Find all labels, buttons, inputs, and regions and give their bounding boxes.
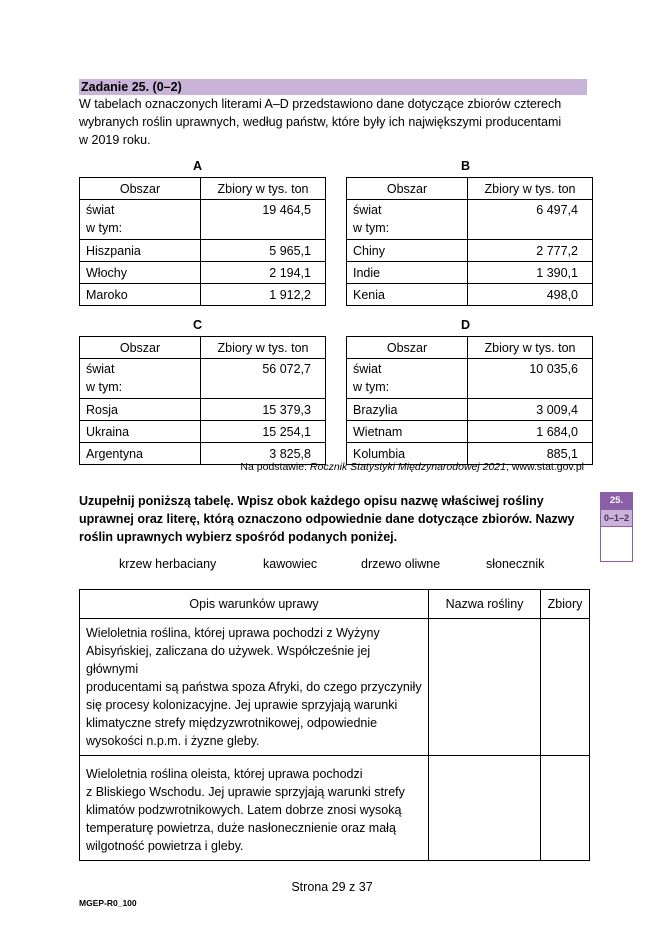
header-area: Obszar	[347, 178, 468, 200]
description-cell	[80, 619, 429, 756]
exam-code: MGEP-R0_100	[79, 898, 137, 908]
country-cell: Chiny	[347, 240, 468, 262]
of-which-label: w tym:	[86, 380, 123, 394]
table-b-label: B	[461, 159, 471, 173]
description-line: producentami są państwa spoza Afryki, do czego przyczyniły	[86, 680, 422, 694]
plant-name-answer[interactable]	[429, 619, 541, 756]
plant-option: słonecznik	[486, 557, 545, 571]
instruction-line: uprawnej oraz literę, którą oznaczono odpowiednie dane dotyczące zbiorów. Nazwy	[79, 512, 575, 526]
intro-line: wybranych roślin uprawnych, według państw, które były ich największymi producentami	[79, 115, 562, 129]
description-line: Abisyńskiej, zaliczana do używek. Współcześnie jej głównymi	[86, 644, 371, 676]
world-label: świat	[86, 362, 115, 376]
table-a	[79, 177, 326, 306]
instruction-line: roślin uprawnych wybierz spośród podanych poniżej.	[79, 530, 398, 544]
value-cell: 1 390,1	[468, 262, 593, 284]
value-cell: 1 912,2	[201, 284, 326, 306]
country-cell: Kolumbia	[347, 443, 468, 465]
country-cell: Maroko	[80, 284, 201, 306]
page-number: Strona 29 z 37	[291, 880, 373, 894]
country-cell: Włochy	[80, 262, 201, 284]
header-value: Zbiory w tys. ton	[201, 337, 326, 359]
source-note	[240, 461, 584, 473]
score-field[interactable]	[601, 526, 632, 561]
intro-line: w 2019 roku.	[79, 133, 151, 147]
description-line: z Bliskiego Wschodu. Jej uprawie sprzyjają warunki strefy	[86, 785, 405, 799]
value-cell: 2 777,2	[468, 240, 593, 262]
value-cell: 15 254,1	[201, 421, 326, 443]
header-area: Obszar	[80, 337, 201, 359]
source-prefix: Na podstawie:	[240, 461, 310, 473]
of-which-label: w tym:	[86, 221, 123, 235]
description-line: klimatów podzwrotnikowych. Latem dobrze znosi wysoką	[86, 803, 402, 817]
header-harvest-letter: Zbiory	[541, 590, 590, 619]
of-which-label: w tym:	[353, 221, 390, 235]
value-cell: 5 965,1	[201, 240, 326, 262]
score-box	[600, 492, 633, 562]
description-line: temperaturę powietrza, duże nasłonecznienie oraz małą	[86, 821, 396, 835]
task-intro	[79, 95, 589, 149]
header-value: Zbiory w tys. ton	[201, 178, 326, 200]
header-area: Obszar	[347, 337, 468, 359]
world-cell	[80, 359, 201, 399]
task-header	[79, 79, 587, 95]
world-label: świat	[353, 203, 382, 217]
description-line: Wieloletnia roślina oleista, której uprawa pochodzi	[86, 767, 363, 781]
country-cell: Argentyna	[80, 443, 201, 465]
world-label: świat	[353, 362, 382, 376]
description-cell	[80, 756, 429, 861]
world-cell	[347, 200, 468, 240]
world-value: 10 035,6	[468, 359, 593, 399]
of-which-label: w tym:	[353, 380, 390, 394]
value-cell: 498,0	[468, 284, 593, 306]
country-cell: Wietnam	[347, 421, 468, 443]
score-number: 25.	[601, 493, 632, 509]
table-d-label: D	[461, 318, 471, 332]
header-description: Opis warunków uprawy	[80, 590, 429, 619]
plant-option: krzew herbaciany	[119, 557, 217, 571]
header-area: Obszar	[80, 178, 201, 200]
world-cell	[347, 359, 468, 399]
world-value: 56 072,7	[201, 359, 326, 399]
header-plant-name: Nazwa rośliny	[429, 590, 541, 619]
value-cell: 2 194,1	[201, 262, 326, 284]
plant-option: kawowiec	[263, 557, 318, 571]
description-line: się procesy kolonizacyjne. Jej uprawie sprzyjają warunki	[86, 698, 398, 712]
country-cell: Hiszpania	[80, 240, 201, 262]
score-points: 0–1–2	[601, 509, 632, 526]
description-line: Wieloletnia roślina, której uprawa pochodzi z Wyżyny	[86, 626, 380, 640]
value-cell: 3 825,8	[201, 443, 326, 465]
country-cell: Ukraina	[80, 421, 201, 443]
plant-option: drzewo oliwne	[361, 557, 441, 571]
world-value: 6 497,4	[468, 200, 593, 240]
table-a-label: A	[193, 159, 203, 173]
world-cell	[80, 200, 201, 240]
intro-line: W tabelach oznaczonych literami A–D przedstawiono dane dotyczące zbiorów czterech	[79, 97, 562, 111]
value-cell: 15 379,3	[201, 399, 326, 421]
source-title: Rocznik Statystyki Międzynarodowej 2021	[309, 461, 506, 473]
world-value: 19 464,5	[201, 200, 326, 240]
header-value: Zbiory w tys. ton	[468, 178, 593, 200]
value-cell: 885,1	[468, 443, 593, 465]
table-c-label: C	[193, 318, 203, 332]
table-c	[79, 336, 326, 465]
value-cell: 1 684,0	[468, 421, 593, 443]
description-line: wysokości n.p.m. i żyzne gleby.	[86, 734, 260, 748]
country-cell: Indie	[347, 262, 468, 284]
value-cell: 3 009,4	[468, 399, 593, 421]
answer-table	[79, 589, 590, 861]
plant-name-answer[interactable]	[429, 756, 541, 861]
country-cell: Rosja	[80, 399, 201, 421]
description-line: klimatyczne strefy międzyzwrotnikowej, odpowiednie	[86, 716, 378, 730]
header-value: Zbiory w tys. ton	[468, 337, 593, 359]
harvest-letter-answer[interactable]	[541, 619, 590, 756]
instruction-line: Uzupełnij poniższą tabelę. Wpisz obok każdego opisu nazwę właściwej rośliny	[79, 494, 544, 508]
world-label: świat	[86, 203, 115, 217]
country-cell: Kenia	[347, 284, 468, 306]
harvest-letter-answer[interactable]	[541, 756, 590, 861]
task-title: Zadanie 25. (0–2)	[81, 80, 182, 94]
source-suffix: , www.stat.gov.pl	[505, 461, 584, 473]
table-b	[346, 177, 593, 306]
description-line: wilgotność powietrza i gleby.	[86, 839, 244, 853]
table-d	[346, 336, 593, 465]
instruction	[79, 492, 584, 546]
country-cell: Brazylia	[347, 399, 468, 421]
